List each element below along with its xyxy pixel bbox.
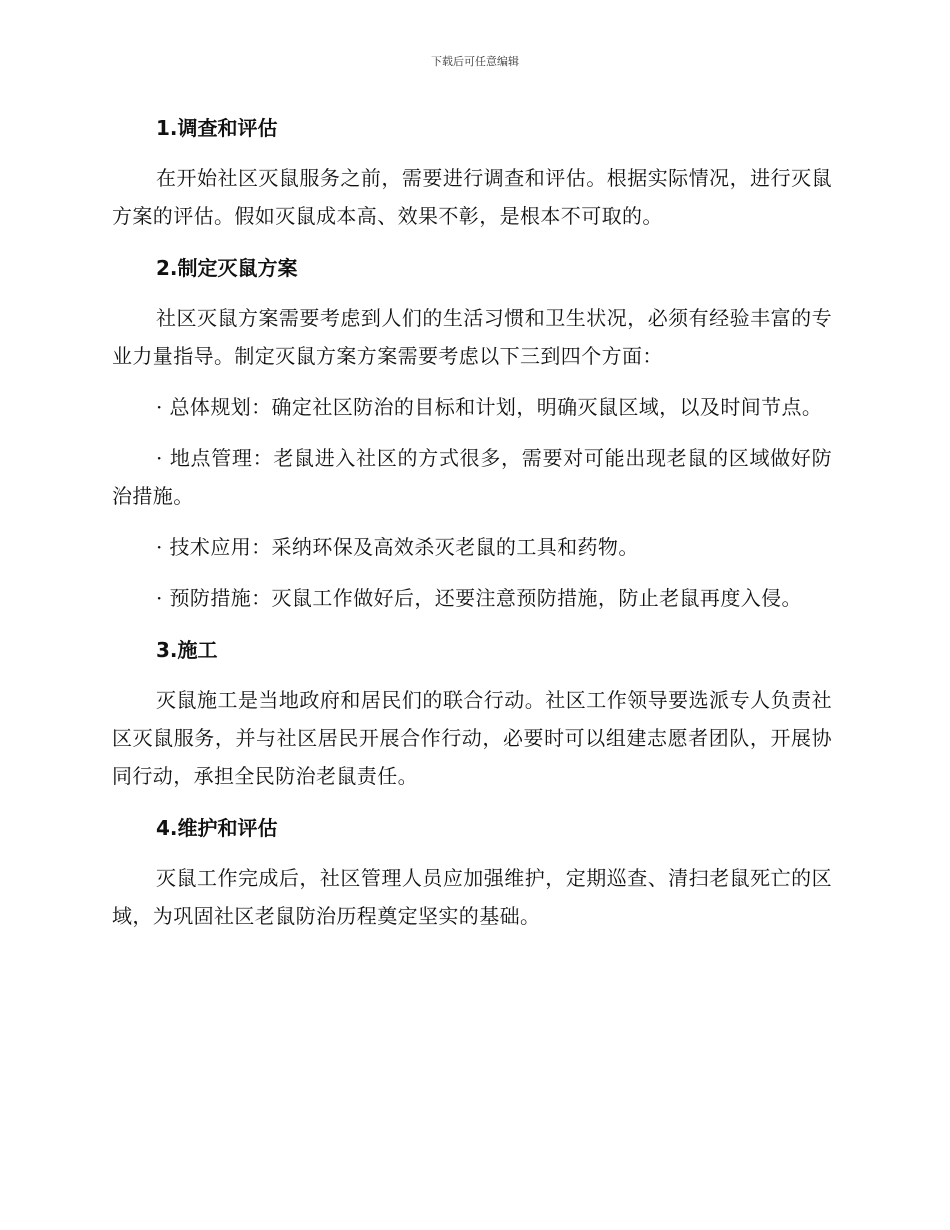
bullet-item: · 总体规划：确定社区防治的目标和计划，明确灭鼠区域，以及时间节点。 [156,395,823,419]
document-body [112,108,832,948]
page-header: 下载后可任意编辑 [431,55,519,68]
body-paragraph: 在开始社区灭鼠服务之前，需要进行调查和评估。根据实际情况，进行灭鼠方案的评估。假如灭鼠成本高、效果不彰，是根本不可取的。 [112,166,832,228]
bullet-item: · 技术应用：采纳环保及高效杀灭老鼠的工具和药物。 [156,535,639,559]
body-paragraph: 灭鼠工作完成后，社区管理人员应加强维护，定期巡查、清扫老鼠死亡的区域，为巩固社区老鼠防治历程奠定坚实的基础。 [112,866,832,928]
bullet-item: · 地点管理：老鼠进入社区的方式很多，需要对可能出现老鼠的区域做好防治措施。 [112,446,832,508]
body-paragraph: 社区灭鼠方案需要考虑到人们的生活习惯和卫生状况，必须有经验丰富的专业力量指导。制定灭鼠方案方案需要考虑以下三到四个方面： [112,306,832,368]
bullet-item: · 预防措施：灭鼠工作做好后，还要注意预防措施，防止老鼠再度入侵。 [156,586,802,610]
body-paragraph: 灭鼠施工是当地政府和居民们的联合行动。社区工作领导要选派专人负责社区灭鼠服务，并与社区居民开展合作行动，必要时可以组建志愿者团队，开展协同行动，承担全民防治老鼠责任。 [112,688,832,788]
section-heading: 4.维护和评估 [156,816,278,840]
section-heading: 3.施工 [156,638,218,662]
section-heading: 1.调查和评估 [156,116,278,140]
section-heading: 2.制定灭鼠方案 [156,256,298,280]
